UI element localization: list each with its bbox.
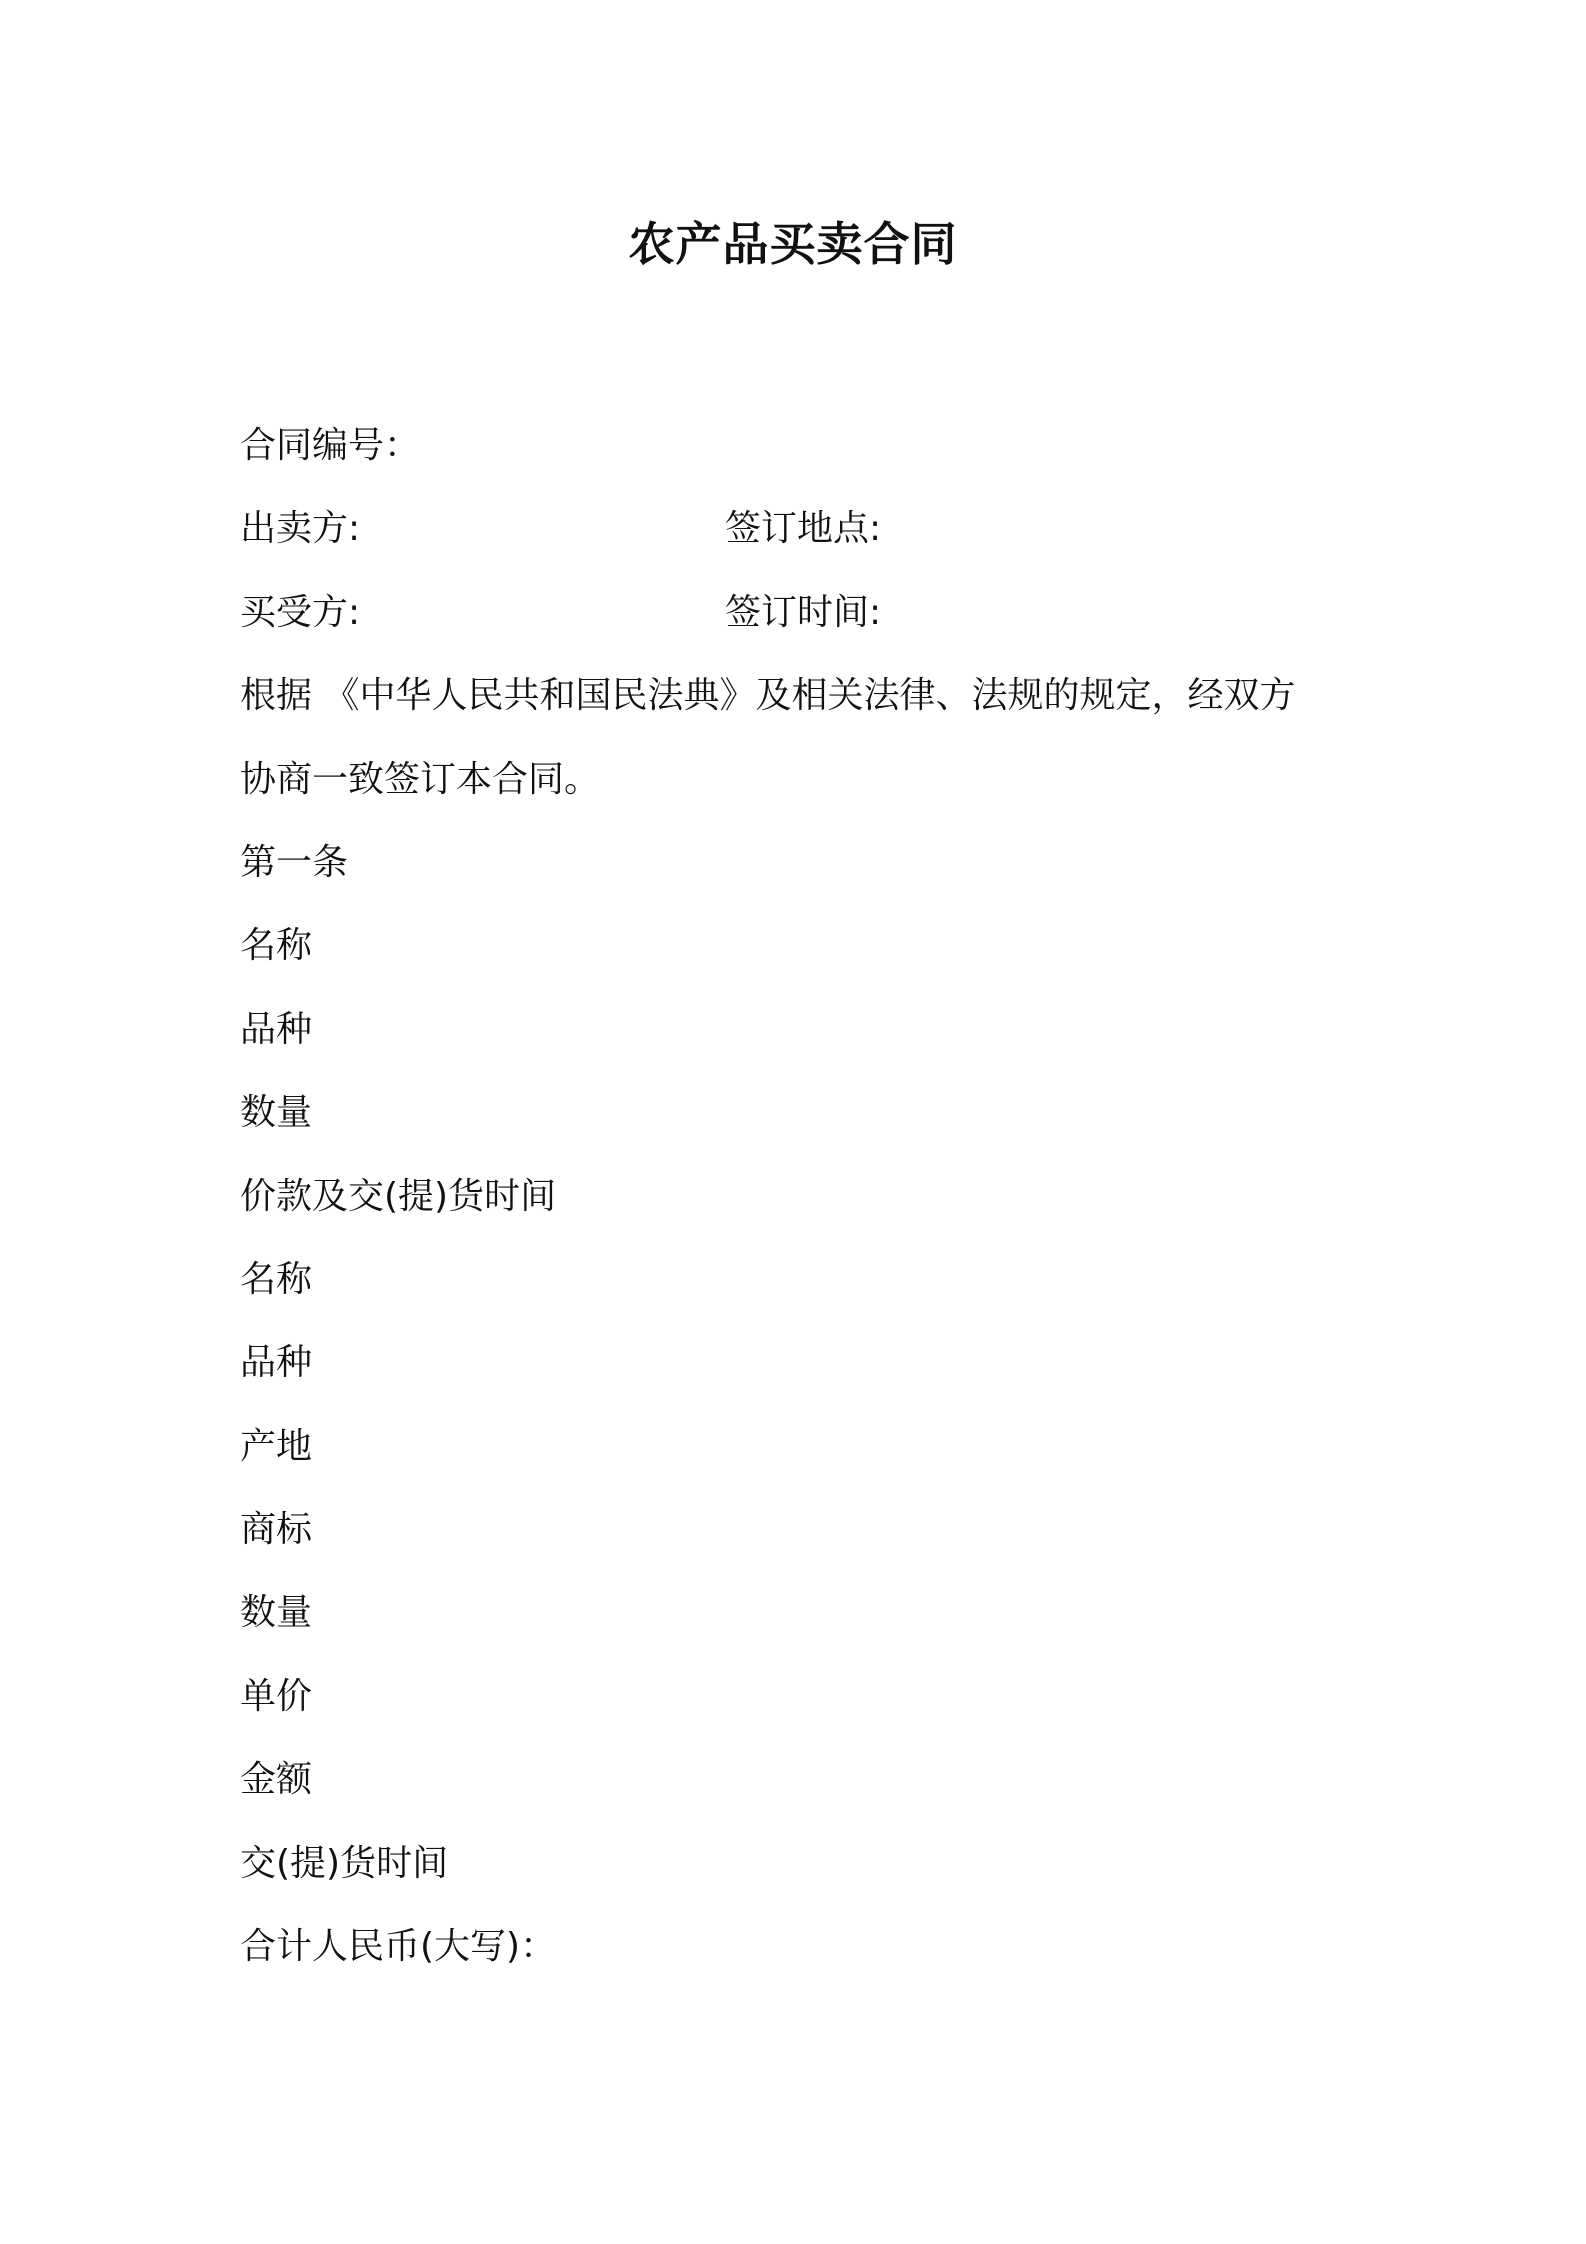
seller-row bbox=[240, 487, 1360, 570]
contract-number-label: 合同编号： bbox=[240, 425, 421, 466]
sign-time-label: 签订时间: bbox=[725, 591, 882, 633]
field-amount: 金额 bbox=[240, 1759, 313, 1801]
seller-label: 出卖方: bbox=[240, 508, 361, 550]
total-rmb-label: 合计人民币(大写)： bbox=[240, 1926, 557, 1968]
field-unit-price: 单价 bbox=[240, 1675, 313, 1717]
field-origin: 产地 bbox=[240, 1425, 313, 1467]
field-name: 名称 bbox=[240, 925, 313, 967]
field-quantity: 数量 bbox=[240, 1092, 313, 1134]
document-body bbox=[240, 404, 1360, 1988]
document-title: 农产品买卖合同 bbox=[628, 217, 958, 271]
field-trademark: 商标 bbox=[240, 1509, 313, 1551]
field-variety: 品种 bbox=[240, 1008, 313, 1050]
article-1-heading: 第一条 bbox=[240, 841, 349, 883]
intro-line-2: 协商一致签订本合同。 bbox=[240, 758, 601, 800]
field-name: 名称 bbox=[240, 1258, 313, 1300]
field-variety: 品种 bbox=[240, 1342, 313, 1384]
field-quantity: 数量 bbox=[240, 1592, 313, 1634]
sign-place-label: 签订地点: bbox=[725, 508, 882, 550]
field-price-and-delivery-time: 价款及交(提)货时间 bbox=[240, 1175, 557, 1217]
intro-line-1: 根据 《中华人民共和国民法典》及相关法律、法规的规定，经双方 bbox=[240, 675, 1296, 717]
buyer-label: 买受方: bbox=[240, 591, 361, 633]
buyer-row bbox=[240, 571, 1360, 654]
field-delivery-time: 交(提)货时间 bbox=[240, 1842, 449, 1884]
